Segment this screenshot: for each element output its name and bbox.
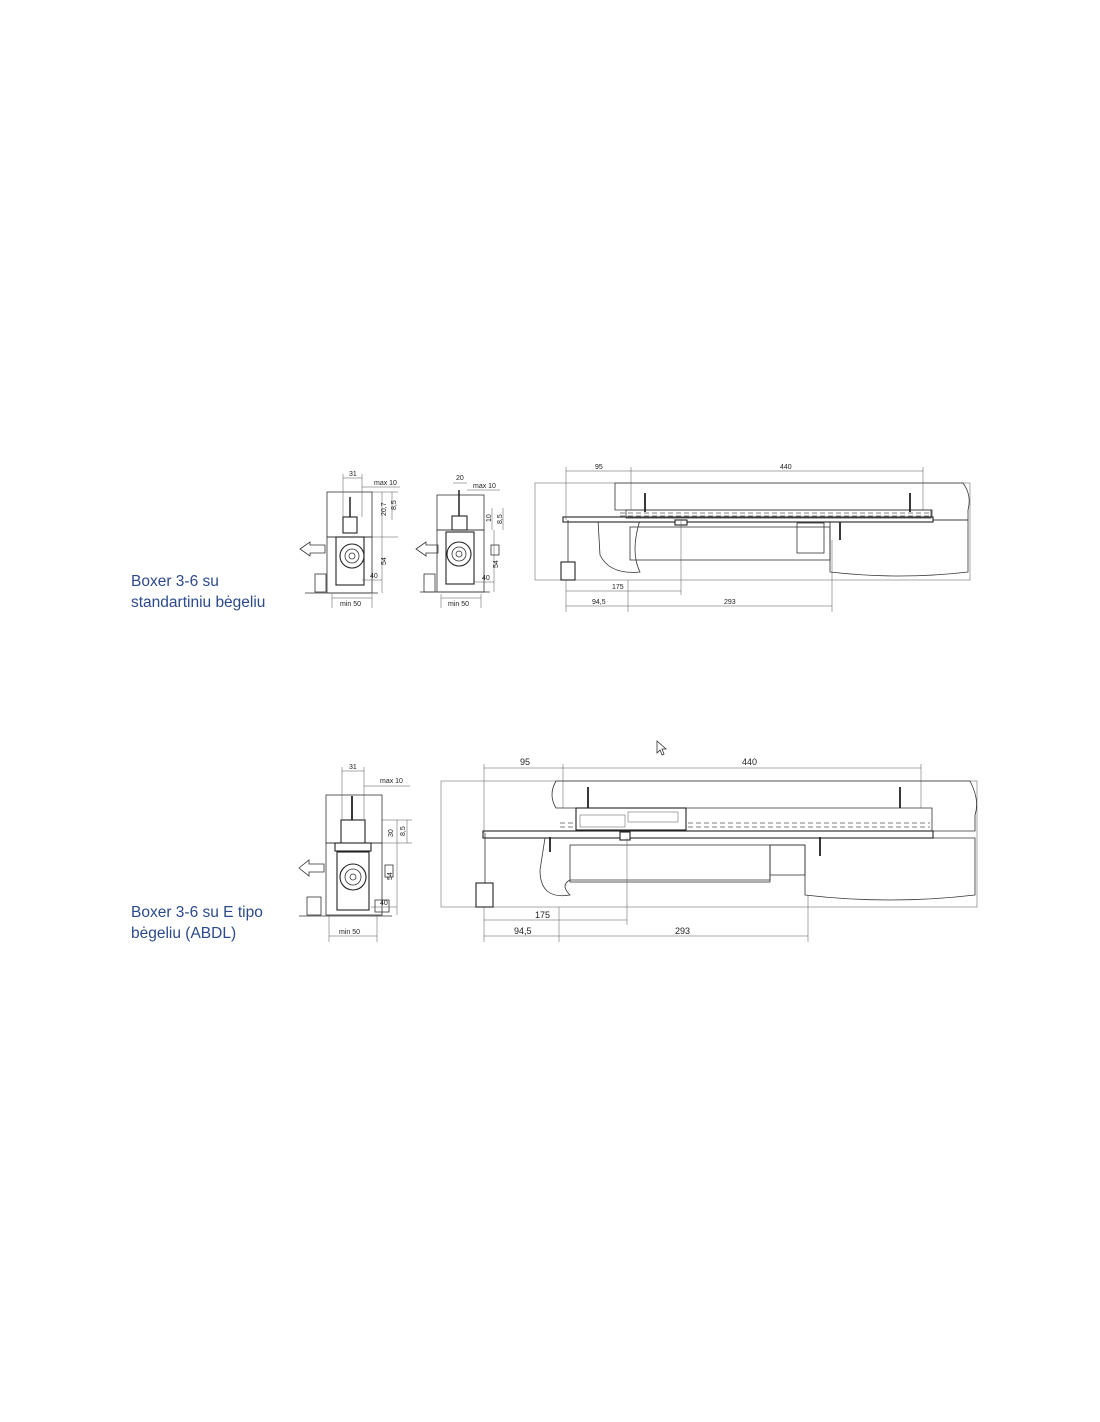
dim-v1: 10 [486, 514, 493, 522]
dim-v3: 54 [387, 872, 394, 880]
dim-max: max 10 [473, 483, 496, 490]
dim-top: 31 [349, 764, 357, 771]
plan-view-e-type [441, 757, 977, 942]
caption-line-2: standartiniu bėgeliu [131, 594, 266, 611]
dim-v1: 20,7 [381, 502, 388, 516]
side-view-e-type [299, 764, 412, 942]
plan-view-standard [535, 464, 970, 612]
dim-base: min 50 [448, 601, 470, 608]
dim-v2: 8,5 [391, 500, 398, 510]
dim-v2: 8,5 [497, 514, 504, 524]
dim-top: 31 [349, 471, 357, 478]
dim-95: 95 [595, 464, 603, 471]
caption-line-1: Boxer 3-6 su E tipo [131, 904, 263, 921]
dim-max: max 10 [380, 778, 403, 785]
dim-v2: 8,5 [400, 826, 407, 836]
dim-bottom: 40 [482, 575, 490, 582]
dim-293: 293 [675, 926, 691, 936]
caption-line-1: Boxer 3-6 su [131, 573, 219, 590]
dim-max: max 10 [374, 480, 397, 487]
dim-base: min 50 [340, 601, 362, 608]
dim-bottom: 40 [370, 573, 378, 580]
dim-293: 293 [724, 599, 736, 606]
dim-94-5: 94,5 [514, 926, 532, 936]
dim-v3: 54 [493, 560, 500, 568]
dim-v3: 54 [381, 557, 388, 565]
dim-v1: 30 [388, 829, 395, 837]
dim-base: min 50 [339, 929, 361, 936]
dim-94-5: 94,5 [592, 599, 606, 606]
dim-175: 175 [535, 910, 551, 920]
dim-440: 440 [780, 464, 792, 471]
side-view-standard-a [300, 471, 400, 608]
dim-95: 95 [520, 757, 531, 767]
dim-175: 175 [612, 584, 624, 591]
dim-440: 440 [742, 757, 758, 767]
dim-top: 20 [456, 475, 464, 482]
mouse-cursor-icon [657, 741, 666, 755]
caption-line-2: bėgeliu (ABDL) [131, 925, 237, 942]
side-view-standard-b [416, 475, 504, 608]
dim-bottom: 40 [380, 900, 388, 907]
